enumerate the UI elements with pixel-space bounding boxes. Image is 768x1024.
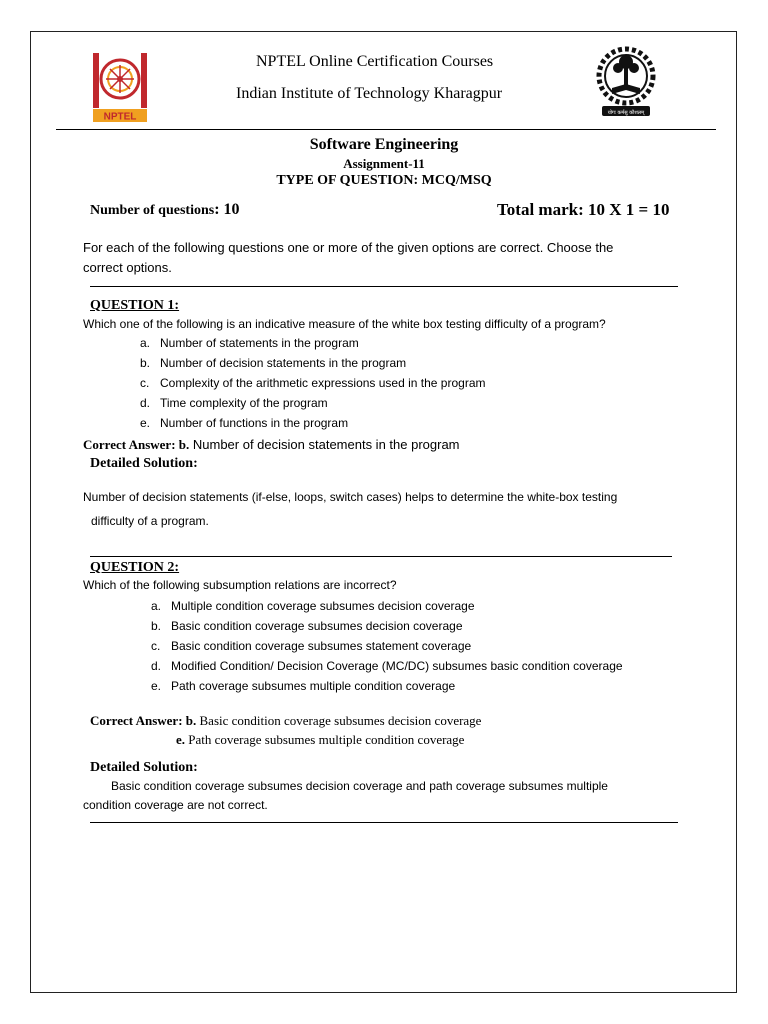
q2-correct-answer: Correct Answer: b. Basic condition coverage subsumes decision coverage <box>90 713 482 728</box>
num-questions-value: : 10 <box>214 201 240 218</box>
header-line-2: Indian Institute of Technology Kharagpur <box>236 85 503 102</box>
nptel-logo-text: NPTEL <box>103 111 137 123</box>
q2-option-b: b. Basic condition coverage subsumes decision coverage <box>151 619 463 633</box>
header-divider <box>56 129 716 130</box>
q1-heading: QUESTION 1: <box>90 298 180 313</box>
q1-option-e: e. Number of functions in the program <box>140 416 349 430</box>
q2-option-e: e. Path coverage subsumes multiple condition coverage <box>151 679 456 693</box>
iit-kharagpur-logo <box>592 44 660 120</box>
q2-solution-label: Detailed Solution: <box>90 760 198 775</box>
kgp-motto: योगः कर्मसु कौशलम् <box>607 110 645 116</box>
q1-solution-line-1: Number of decision statements (if-else, loops, switch cases) helps to determine the white-box testing <box>83 490 618 504</box>
q2-option-c: c. Basic condition coverage subsumes statement coverage <box>151 639 472 653</box>
q1-option-c: c. Complexity of the arithmetic expressions used in the program <box>140 376 486 390</box>
q2-solution-line-2: condition coverage are not correct. <box>83 798 268 812</box>
assignment-title: Assignment-11 <box>343 156 425 171</box>
q2-divider <box>90 822 678 823</box>
q1-text: Which one of the following is an indicative measure of the white box testing difficulty of a program? <box>83 317 606 331</box>
number-of-questions <box>90 201 240 219</box>
q2-option-a: a. Multiple condition coverage subsumes decision coverage <box>151 599 475 613</box>
total-mark: Total mark: 10 X 1 = 10 <box>497 200 670 219</box>
q2-correct-answer-2: e. Path coverage subsumes multiple condition coverage <box>176 732 465 747</box>
q1-solution-label: Detailed Solution: <box>90 456 198 471</box>
q1-correct-answer: Correct Answer: b. Number of decision statements in the program <box>83 437 460 452</box>
q1-solution-line-2: difficulty of a program. <box>91 514 209 528</box>
header-line-1: NPTEL Online Certification Courses <box>256 53 494 70</box>
q2-solution-line-1: Basic condition coverage subsumes decision coverage and path coverage subsumes multiple <box>111 779 608 793</box>
instructions-line-2: correct options. <box>83 260 172 275</box>
nptel-logo <box>90 51 150 123</box>
section-divider <box>90 286 678 287</box>
q2-option-d: d. Modified Condition/ Decision Coverage (MC/DC) subsumes basic condition coverage <box>151 659 623 673</box>
course-title: Software Engineering <box>309 136 459 153</box>
q1-option-a: a. Number of statements in the program <box>140 336 359 350</box>
question-type: TYPE OF QUESTION: MCQ/MSQ <box>276 173 492 188</box>
q1-option-b: b. Number of decision statements in the program <box>140 356 407 370</box>
num-questions-label: Number of questions <box>90 203 215 218</box>
q1-divider <box>90 556 672 557</box>
instructions-line-1: For each of the following questions one or more of the given options are correct. Choose the <box>83 240 614 255</box>
q1-option-d: d. Time complexity of the program <box>140 396 328 410</box>
q2-text: Which of the following subsumption relations are incorrect? <box>83 578 397 592</box>
q2-heading: QUESTION 2: <box>90 560 180 575</box>
